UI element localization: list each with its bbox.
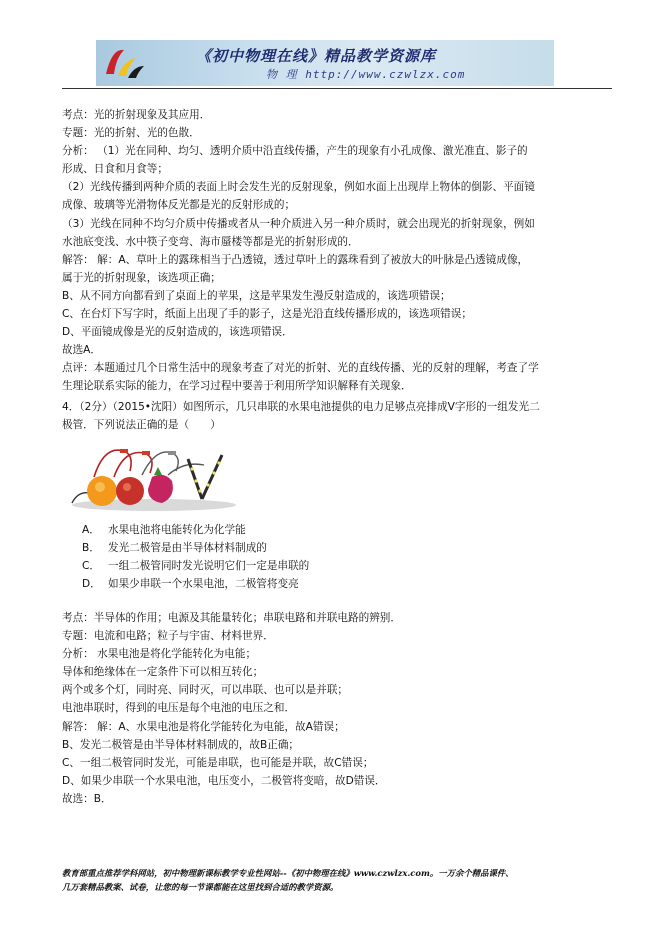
banner-title: 《初中物理在线》精品教学资源库 xyxy=(196,47,437,65)
answer-choices xyxy=(82,521,309,593)
analysis-line: 故选A． xyxy=(62,344,102,357)
banner-url: 物 理 http://www.czwlzx.com xyxy=(266,68,466,81)
question-4 xyxy=(62,398,622,434)
analysis-line: B、从不同方向都看到了桌面上的苹果，这是苹果发生漫反射造成的，该选项错误； xyxy=(62,289,451,302)
analysis-line: 电池串联时，得到的电压是每个电池的电压之和． xyxy=(62,702,296,715)
choice-text: 一组二极管同时发光说明它们一定是串联的 xyxy=(108,560,310,573)
page-footer xyxy=(62,866,622,894)
analysis-line: 成像、玻璃等光滑物体反光都是光的反射形成的； xyxy=(62,199,296,212)
analysis-line: 点评：本题通过几个日常生活中的现象考查了对光的折射、光的直线传播、光的反射的理解，考查了学 xyxy=(62,362,539,375)
choice-text: 发光二极管是由半导体材料制成的 xyxy=(108,542,267,555)
choice-letter: B． xyxy=(82,542,100,555)
analysis-line: 专题：电流和电路；粒子与宇宙、材料世界． xyxy=(62,630,274,643)
question-stem-line: 4．（2分）（2015•沈阳）如图所示，几只串联的水果电池提供的电力足够点亮排成V字形的一组发光二 xyxy=(62,401,540,413)
analysis-line: D、如果少串联一个水果电池，电压变小，二极管将变暗，故D错误． xyxy=(62,774,386,787)
footer-line: 教育部重点推荐学科网站，初中物理新课标教学专业性网站--《初中物理在线》www.czwlzx.com。一万余个精品课件、 xyxy=(62,868,514,878)
analysis-line: 两个或多个灯，同时亮、同时灭，可以串联、也可以是并联； xyxy=(62,684,349,697)
analysis-line: 考点：半导体的作用；电源及其能量转化；串联电路和并联电路的辨别． xyxy=(62,612,401,624)
site-logo-icon xyxy=(102,44,146,82)
choice-text: 如果少串联一个水果电池，二极管将变亮 xyxy=(108,578,299,591)
analysis-line: 专题：光的折射、光的色散． xyxy=(62,127,200,140)
fruit-battery-figure xyxy=(64,441,238,515)
analysis-line: 故选：B． xyxy=(62,792,112,805)
choice-option xyxy=(82,521,309,539)
choice-letter: D． xyxy=(82,578,101,591)
analysis-line: 考点：光的折射现象及其应用． xyxy=(62,109,211,121)
choice-option xyxy=(82,557,309,575)
analysis-line: 导体和绝缘体在一定条件下可以相互转化； xyxy=(62,666,264,679)
header-banner xyxy=(96,40,554,86)
question-stem-line: 极管．下列说法正确的是（ ） xyxy=(62,419,221,432)
analysis-line: 分析： 水果电池是将化学能转化为电能； xyxy=(62,648,257,661)
analysis-line: 解答： 解：A、草叶上的露珠相当于凸透镜，透过草叶上的露珠看到了被放大的叶脉是凸透镜成像， xyxy=(62,253,529,266)
analysis-line: 解答： 解：A、水果电池是将化学能转化为电能，故A错误； xyxy=(62,720,345,733)
choice-letter: C． xyxy=(82,560,100,573)
analysis-line: 生理论联系实际的能力，在学习过程中要善于利用所学知识解释有关现象． xyxy=(62,380,412,393)
analysis-line: 分析： （1）光在同种、均匀、透明介质中沿直线传播，产生的现象有小孔成像、激光准直、影子的 xyxy=(62,145,528,158)
header-divider xyxy=(62,88,612,89)
analysis-section-q4 xyxy=(62,609,622,808)
analysis-line: （2）光线传播到两种介质的表面上时会发生光的反射现象，例如水面上出现岸上物体的倒影、平面镜 xyxy=(62,181,535,194)
analysis-line: B、发光二极管是由半导体材料制成的，故B正确； xyxy=(62,738,300,751)
analysis-line: 水池底变浅、水中筷子变弯、海市蜃楼等都是光的折射形成的． xyxy=(62,235,359,248)
analysis-line: D、平面镜成像是光的反射造成的，该选项错误． xyxy=(62,326,293,339)
choice-option xyxy=(82,575,309,593)
choice-option xyxy=(82,539,309,557)
analysis-section-q3 xyxy=(62,106,622,396)
analysis-line: 形成、日食和月食等； xyxy=(62,163,168,176)
choice-letter: A． xyxy=(82,524,100,536)
analysis-line: 属于光的折射现象，该选项正确； xyxy=(62,271,221,284)
analysis-line: （3）光线在同种不均匀介质中传播或者从一种介质进入另一种介质时，就会出现光的折射现象，例如 xyxy=(62,217,535,230)
choice-text: 水果电池将电能转化为化学能 xyxy=(108,524,246,536)
analysis-line: C、一组二极管同时发光，可能是串联，也可能是并联，故C错误； xyxy=(62,756,374,769)
analysis-line: C、在台灯下写字时，纸面上出现了手的影子，这是光沿直线传播形成的，该选项错误； xyxy=(62,308,472,321)
footer-line: 几万套精品教案、试卷，让您的每一节课都能在这里找到合适的教学资源。 xyxy=(62,882,339,892)
